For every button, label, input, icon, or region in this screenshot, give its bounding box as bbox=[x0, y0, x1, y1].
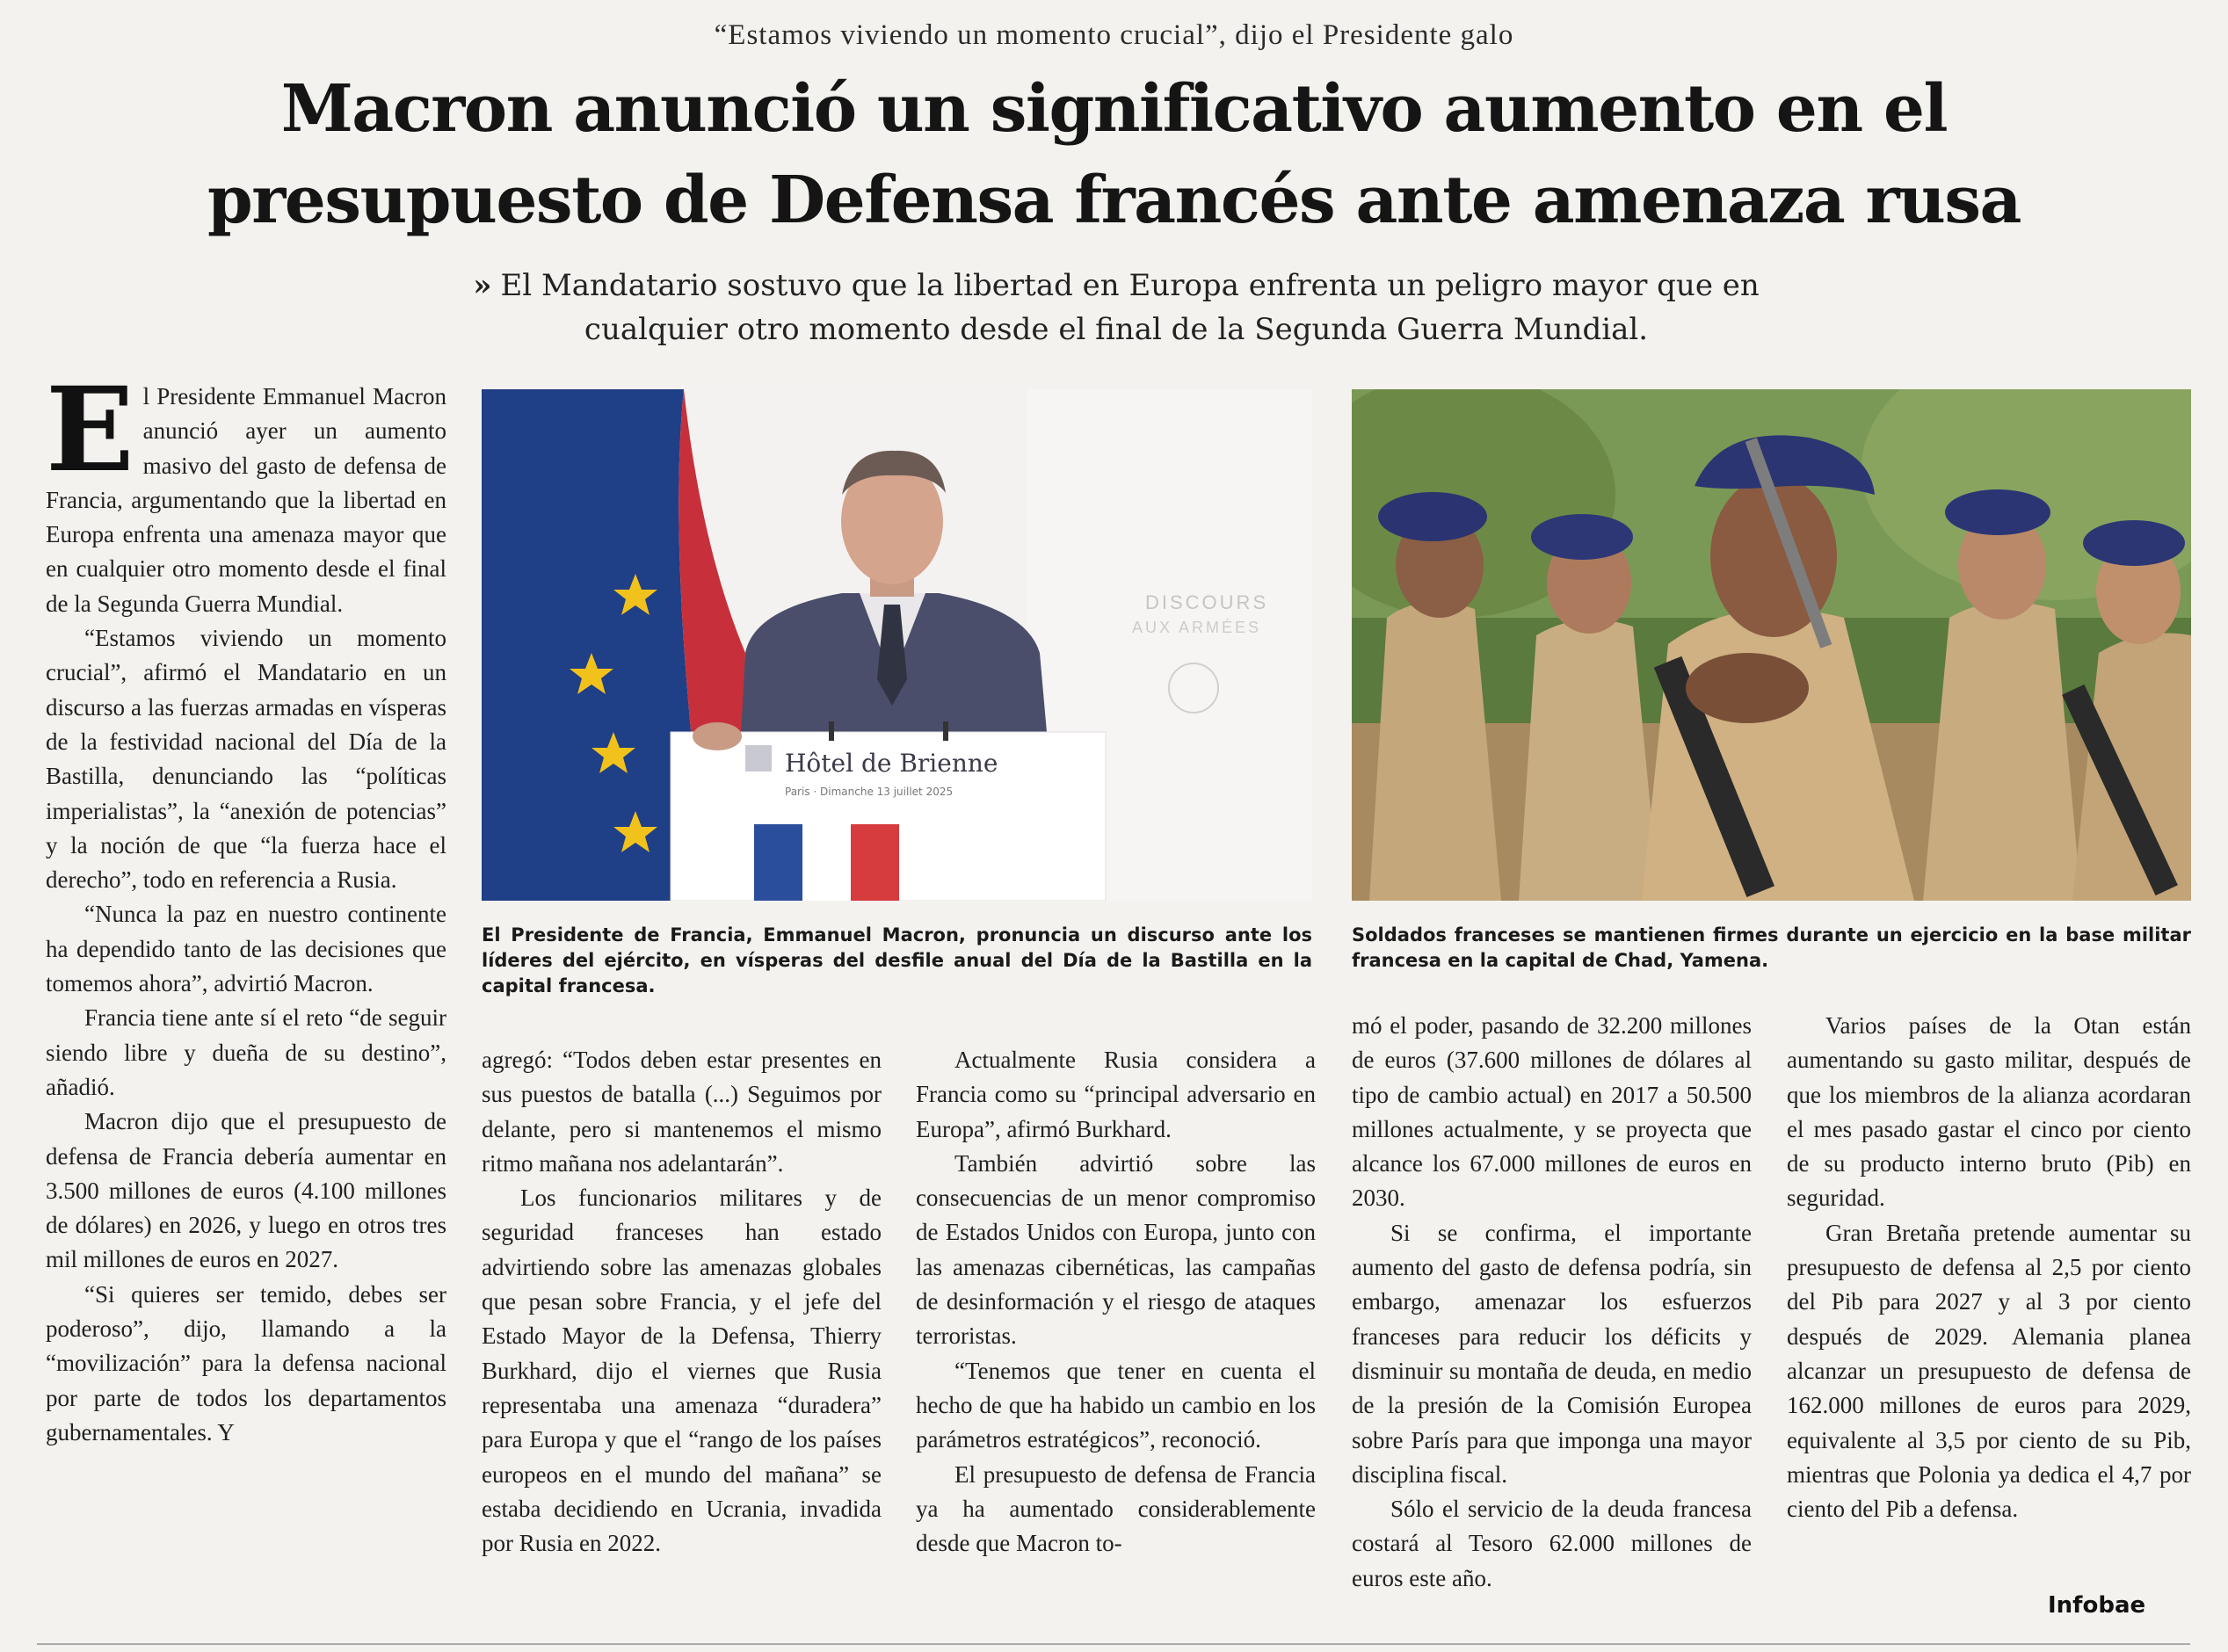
backdrop-text: DISCOURS bbox=[1145, 591, 1269, 613]
signature: Infobae bbox=[2048, 1592, 2146, 1619]
paragraph: mó el poder, pasando de 32.200 millones de euros (37.600 millones de dólares al tipo de cambio actual) en 2017 a 50.500 millones actualmente, y se proyecta que alcance los 67.000 millones de euros en 2030. bbox=[1352, 1012, 1752, 1212]
column-2 bbox=[482, 1043, 882, 1561]
podium-text: Hôtel de Brienne bbox=[785, 749, 998, 778]
svg-text:AUX ARMÉES: AUX ARMÉES bbox=[1132, 619, 1262, 636]
paragraph: Actualmente Rusia considera a Francia como su “principal adversario en Europa”, afirmó Burkhard. bbox=[916, 1047, 1316, 1142]
paragraph: “Tenemos que tener en cuenta el hecho de que ha habido un cambio en los parámetros estratégicos”, reconoció. bbox=[916, 1357, 1316, 1453]
paragraph: agregó: “Todos deben estar presentes en sus puestos de batalla (...) Seguimos por delante, pero si mantenemos el mismo ritmo mañana nos adelantarán”. bbox=[482, 1047, 882, 1177]
paragraph: “Estamos viviendo un momento crucial”, afirmó el Mandatario en un discurso a las fuerzas armadas en vísperas de la festividad nacional del Día de la Bastilla, denunciando las “políticas imperialistas”, la “anexión de potencias” y la noción de que “la fuerza hace el derecho”, todo en referencia a Rusia. bbox=[46, 625, 446, 894]
paragraph: Gran Bretaña pretende aumentar su presupuesto de defensa al 2,5 por ciento del Pib para 2027 y al 3 por ciento después de 2029. Alemania planea alcanzar un presupuesto de defensa de 162.000 millones de euros para 2029, equivalente al 3,5 por ciento de su Pib, mientras que Polonia ya dedica el 4,7 por ciento del Pib a defensa. bbox=[1787, 1219, 2191, 1523]
column-1 bbox=[46, 362, 446, 1450]
paragraph: El presupuesto de defensa de Francia ya ha aumentado considerablemente desde que Macron to- bbox=[916, 1460, 1316, 1557]
paragraph: Francia tiene ante sí el reto “de seguir siendo libre y dueña de su destino”, añadió. bbox=[46, 1004, 446, 1100]
paragraph: Macron dijo que el presupuesto de defensa de Francia debería aumentar en 3.500 millones de euros (4.100 millones de dólares) en 2026, y luego en otros tres mil millones de euros en 2027. bbox=[46, 1108, 446, 1273]
photo-soldiers-caption: Soldados franceses se mantienen firmes durante un ejercicio en la base militar francesa en la capital de Chad, Yamena. bbox=[1352, 924, 2191, 971]
divider bbox=[37, 1643, 2190, 1645]
svg-text:Paris · Dimanche 13 juillet 20: Paris · Dimanche 13 juillet 2025 bbox=[785, 786, 954, 798]
column-4 bbox=[1352, 1009, 1752, 1596]
paragraph: Si se confirma, el importante aumento del gasto de defensa podría, sin embargo, amenazar los esfuerzos franceses para reducir los déficits y disminuir su montaña de deuda, en medio de la presión de la Comisión Europea sobre París para que imponga una mayor disciplina fiscal. bbox=[1352, 1219, 1752, 1488]
paragraph: l Presidente Emmanuel Macron anunció ayer un aumento masivo del gasto de defensa de Francia, argumentando que la libertad en Europa enfrenta una amenaza mayor que en cualquier otro momento desde el final de la Segunda Guerra Mundial. bbox=[46, 383, 446, 617]
deck bbox=[457, 264, 1775, 351]
paragraph: Los funcionarios militares y de seguridad franceses han estado advirtiendo sobre las amenazas globales que pesan sobre Francia, y el jefe del Estado Mayor de la Defensa, Thierry Burkhard, dijo el viernes que Rusia representaba una amenaza “duradera” para Europa y que el “rango de los países europeos en el mundo del mañana” se estaba decidiendo en Ucrania, invadida por Rusia en 2022. bbox=[482, 1185, 882, 1557]
headline: Macron anunció un significativo aumento en el presupuesto de Defensa francés ante amenaza rusa bbox=[207, 71, 2021, 238]
paragraph: Sólo el servicio de la deuda francesa costará al Tesoro 62.000 millones de euros este año. bbox=[1352, 1496, 1752, 1591]
photo-soldiers bbox=[1352, 389, 2191, 901]
column-5 bbox=[1787, 1009, 2191, 1526]
paragraph: “Nunca la paz en nuestro continente ha dependido tanto de las decisiones que tomemos ahora”, advirtió Macron. bbox=[46, 901, 446, 997]
paragraph: Varios países de la Otan están aumentando su gasto militar, después de que los miembros de la alianza acordaran el mes pasado gastar el cinco por ciento de su producto interno bruto (Pib) en seguridad. bbox=[1787, 1012, 2191, 1212]
deck-text: El Mandatario sostuvo que la libertad en Europa enfrenta un peligro mayor que en cualquier otro momento desde el final de la Segunda Guerra Mundial. bbox=[500, 268, 1760, 347]
paragraph: “Si quieres ser temido, debes ser poderoso”, dijo, llamando a la “movilización” para la defensa nacional por parte de todos los departamentos gubernamentales. Y bbox=[46, 1280, 446, 1446]
photo-macron-caption: El Presidente de Francia, Emmanuel Macron, pronuncia un discurso ante los líderes del ejército, en vísperas del desfile anual del Día de la Bastilla en la capital francesa. bbox=[482, 924, 1312, 996]
paragraph: También advirtió sobre las consecuencias de un menor compromiso de Estados Unidos con Europa, junto con las amenazas cibernéticas, las campañas de desinformación y el riesgo de ataques terroristas. bbox=[916, 1149, 1316, 1350]
double-chevron-icon: » bbox=[473, 268, 492, 303]
kicker: “Estamos viviendo un momento crucial”, dijo el Presidente galo bbox=[714, 19, 1514, 51]
dropcap: E bbox=[46, 362, 134, 498]
photo-macron bbox=[482, 389, 1312, 901]
column-3 bbox=[916, 1043, 1316, 1561]
